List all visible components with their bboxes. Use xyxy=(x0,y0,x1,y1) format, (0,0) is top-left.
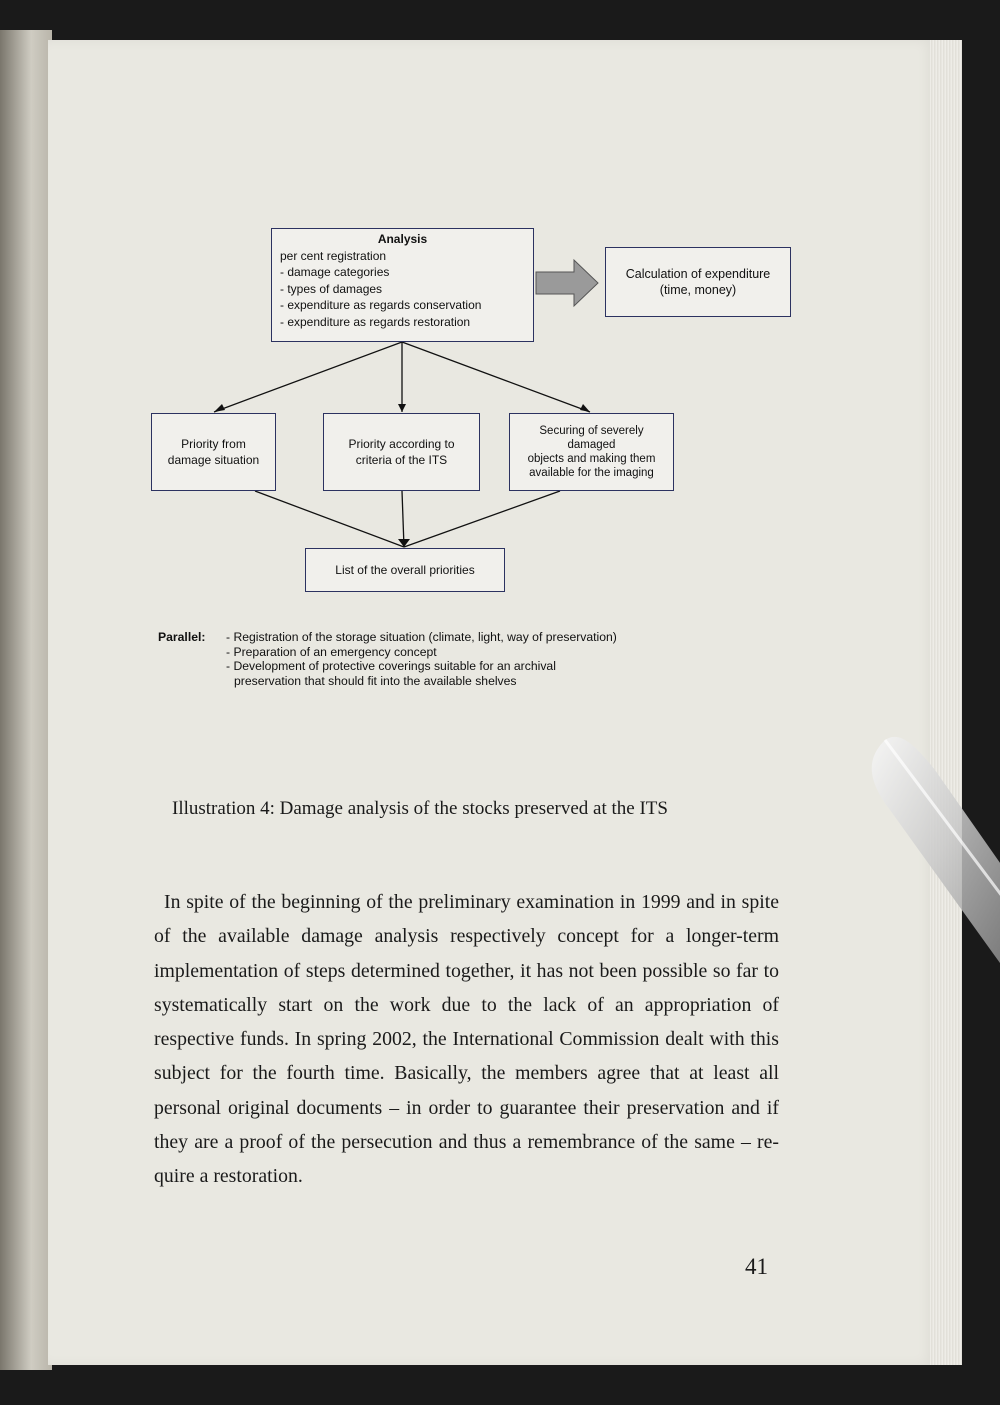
analysis-line: per cent registration xyxy=(280,248,387,263)
analysis-line: - types of damages xyxy=(280,281,383,296)
overall-priorities-box xyxy=(305,548,505,592)
parallel-section xyxy=(158,630,698,688)
priority-its-box xyxy=(323,413,480,491)
calculation-line2: (time, money) xyxy=(659,283,737,297)
priority-its-line1: Priority according to xyxy=(348,437,455,451)
calculation-box xyxy=(605,247,791,317)
analysis-line: - expenditure as regards conservation xyxy=(280,298,482,312)
parallel-item: - Development of protective coverings suitable for an archival xyxy=(226,659,556,673)
priority-damage-line1: Priority from xyxy=(181,437,246,451)
connector-analysis-priority-damage xyxy=(214,342,402,412)
securing-line: damaged xyxy=(567,439,616,451)
arrowhead-priority-damage xyxy=(214,404,225,412)
overall-priorities-label: List of the overall priorities xyxy=(335,563,475,577)
arrowhead-priority-its xyxy=(398,404,406,412)
securing-box xyxy=(509,413,674,491)
arrow-to-calculation xyxy=(536,260,598,306)
arrowhead-securing xyxy=(580,404,590,412)
analysis-box xyxy=(271,228,534,342)
securing-line: Securing of severely xyxy=(539,425,644,437)
securing-line: objects and making them xyxy=(527,453,656,465)
body-paragraph: In spite of the beginning of the preliminary examination in 1999 and in spite of the available damage analysis respectively concept for a longer-term implementation of steps determined together, it has not been possible so far to systematically start on the work due to the lack of an appropriation of respective funds. In spring 2002, the International Commission dealt with this subject for the fourth time. Basically, the members agree that at least all personal original documents – in order to guarantee their preservation and if they are a proof of the persecution and thus a remembrance of the same – re-quire a restoration. xyxy=(154,891,779,1188)
pen-tip-icon xyxy=(855,700,1000,970)
figure-caption: Illustration 4: Damage analysis of the stocks preserved at the ITS xyxy=(172,798,668,819)
connector-priority-damage-list xyxy=(255,491,404,547)
analysis-line: - damage categories xyxy=(280,265,390,279)
analysis-title: Analysis xyxy=(377,232,428,246)
analysis-line: - expenditure as regards restoration xyxy=(280,314,471,329)
parallel-item: preservation that should fit into the available shelves xyxy=(234,673,517,688)
connector-securing-list xyxy=(404,491,560,547)
parallel-label: Parallel: xyxy=(158,630,206,644)
priority-its-line2: criteria of the ITS xyxy=(355,453,448,467)
page-number: 41 xyxy=(745,1254,768,1279)
priority-damage-line2: damage situation xyxy=(167,453,260,467)
calculation-line1: Calculation of expenditure xyxy=(625,267,771,281)
connector-priority-its-list xyxy=(402,491,404,547)
parallel-item: - Preparation of an emergency concept xyxy=(226,644,437,659)
priority-damage-box xyxy=(151,413,276,491)
securing-line: available for the imaging xyxy=(529,467,654,479)
parallel-item: - Registration of the storage situation (climate, light, way of preservation) xyxy=(226,630,617,644)
connector-analysis-securing xyxy=(402,342,590,412)
